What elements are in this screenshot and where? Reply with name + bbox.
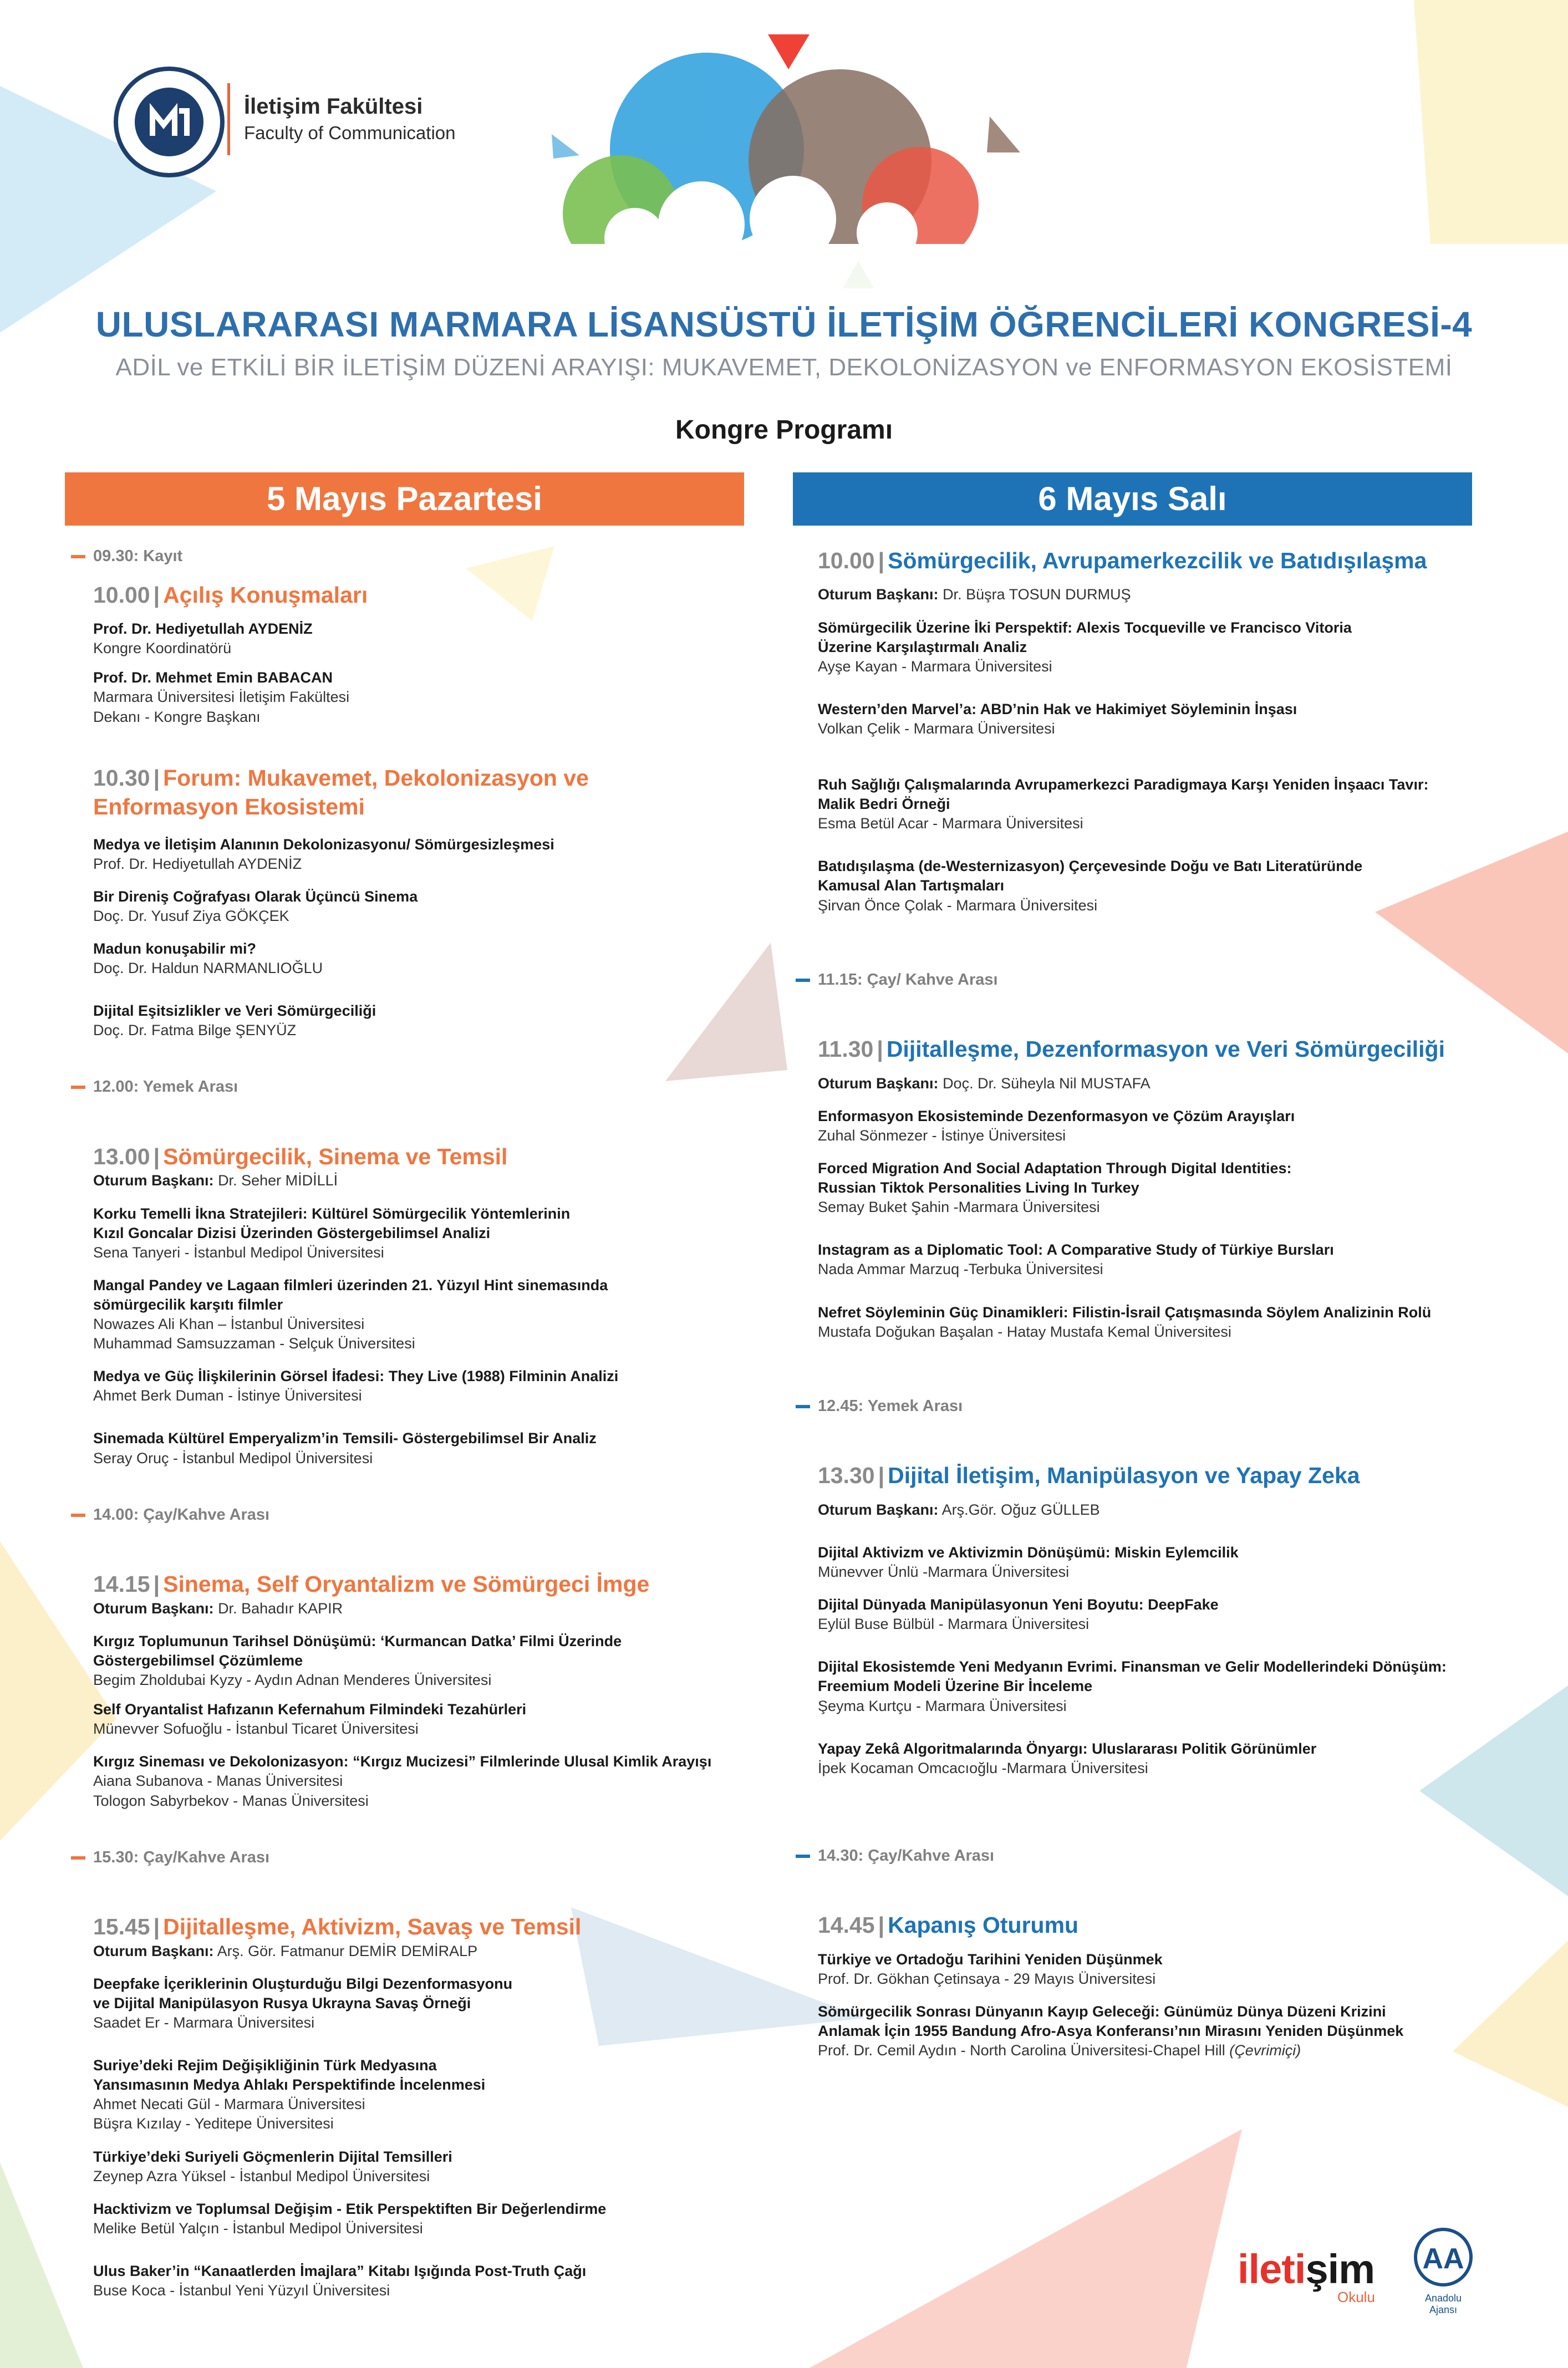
talk: Mangal Pandey ve Lagaan filmleri üzerinden 21. Yüzyıl Hint sinemasında sömürgecilik karşıtı filmler Nowazes Ali Khan – İstanbul Üniversitesi Muhammad Samsuzzaman - Selçuk Üniversitesi: [93, 1276, 608, 1352]
talk: Medya ve Güç İlişkilerinin Görsel İfadesi: They Live (1988) Filminin Analizi Ahmet Berk Duman - İstinye Üniversitesi: [93, 1368, 619, 1404]
talk: Madun konuşabilir mi? Doç. Dr. Haldun NARMANLIOĞLU: [93, 940, 323, 977]
talk: Deepfake İçeriklerinin Oluşturduğu Bilgi Dezenformasyonu ve Dijital Manipülasyon Rusya Ukrayna Savaş Örneği Saadet Er - Marmara Üniversitesi: [93, 1975, 513, 2031]
faculty-divider: [227, 83, 230, 155]
talk: Sinemada Kültürel Emperyalizm’in Temsili- Göstergebilimsel Bir Analiz Seray Oruç - İstanbul Medipol Üniversitesi: [93, 1430, 597, 1466]
session-title: 13.30 | Dijital İletişim, Manipülasyon ve Yapay Zeka: [818, 1463, 1360, 1489]
lunch-break: 12.45: Yemek Arası: [796, 1396, 1478, 1417]
day1-header: 5 Mayıs Pazartesi: [65, 472, 744, 526]
talk: Dijital Aktivizm ve Aktivizmin Dönüşümü: Miskin Eylemcilik Münevver Ünlü -Marmara Üniversitesi: [818, 1544, 1239, 1581]
talk: Türkiye’deki Suriyeli Göçmenlerin Dijital Temsilleri Zeynep Azra Yüksel - İstanbul Medipol Üniversitesi: [93, 2148, 452, 2184]
session-title: 13.00 | Sömürgecilik, Sinema ve Temsil: [93, 1144, 508, 1169]
talk: Dijital Eşitsizlikler ve Veri Sömürgeciliği Doç. Dr. Fatma Bilge ŞENYÜZ: [93, 1002, 376, 1039]
corner-triangle-top-right: [1414, 0, 1568, 244]
day1-schedule: [71, 546, 753, 2300]
marmara-university-seal: [114, 67, 225, 177]
talk: Instagram as a Diplomatic Tool: A Comparative Study of Türkiye Bursları Nada Ammar Marzuq -Terbuka Üniversitesi: [818, 1241, 1334, 1278]
session-title: 11.30 | Dijitalleşme, Dezenformasyon ve Veri Sömürgeciliği: [818, 1036, 1445, 1062]
top-brown-triangle: [987, 116, 1020, 152]
talk: Bir Direniş Coğrafyası Olarak Üçüncü Sinema Doç. Dr. Yusuf Ziya GÖKÇEK: [93, 888, 418, 924]
svg-text:AA: AA: [1422, 2243, 1464, 2275]
session-chair: Oturum Başkanı: Dr. Büşra TOSUN DURMUŞ: [818, 586, 1131, 603]
registration: 09.30: Kayıt: [71, 546, 753, 567]
talk: Türkiye ve Ortadoğu Tarihini Yeniden Düşünmek Prof. Dr. Gökhan Çetinsaya - 29 Mayıs Üniversitesi: [818, 1951, 1163, 1988]
lunch-break: 12.00: Yemek Arası: [71, 1077, 753, 1098]
faculty-name-en: Faculty of Communication: [244, 123, 456, 143]
talk: Dijital Ekosistemde Yeni Medyanın Evrimi. Finansman ve Gelir Modellerindeki Dönüşüm: Freemium Modeli Üzerine Bir İnceleme Şeyma Kurtçu - Marmara Üniversitesi: [818, 1658, 1447, 1714]
iletisim-okulu-logo: iletişim Okulu: [1238, 2246, 1375, 2305]
session-chair: Oturum Başkanı: Doç. Dr. Süheyla Nil MUSTAFA: [818, 1074, 1150, 1092]
talk: Sömürgecilik Sonrası Dünyanın Kayıp Geleceği: Günümüz Dünya Düzeni Krizini Anlamak İçin 1955 Bandung Afro-Asya Konferansı’nın Mirasını Yeniden Düşünmek Prof. Dr. Cemil Aydın - North Carolina Üniversitesi-Chapel Hill (Çevrimiçi): [818, 2003, 1404, 2059]
session-title: 10.30 | Forum: Mukavemet, Dekolonizasyon ve Enformasyon Ekosistemi: [93, 765, 589, 820]
session-chair: Oturum Başkanı: Dr. Seher MİDİLLİ: [93, 1172, 338, 1189]
talk: Hacktivizm ve Toplumsal Değişim - Etik Perspektiften Bir Değerlendirme Melike Betül Yalçın - İstanbul Medipol Üniversitesi: [93, 2200, 607, 2237]
top-blue-triangle: [552, 134, 579, 159]
talk: Enformasyon Ekosisteminde Dezenformasyon ve Çözüm Arayışları Zuhal Sönmezer - İstinye Üniversitesi: [818, 1107, 1295, 1144]
congress-subtitle: ADİL ve ETKİLİ BİR İLETİŞİM DÜZENİ ARAYIŞI: MUKAVEMET, DEKOLONİZASYON ve ENFORMASYON EKOSİSTEMİ: [115, 354, 1453, 381]
talk: Medya ve İletişim Alanının Dekolonizasyonu/ Sömürgesizleşmesi Prof. Dr. Hediyetullah AYDENİZ: [93, 836, 554, 872]
talk: Forced Migration And Social Adaptation Through Digital Identities: Russian Tiktok Personalities Living In Turkey Semay Buket Şahin -Marmara Üniversitesi: [818, 1160, 1292, 1216]
faculty-name-tr: İletişim Fakültesi: [244, 94, 423, 119]
coffee-break: 14.00: Çay/Kahve Arası: [71, 1505, 753, 1526]
aa-emblem-icon: [1413, 2227, 1474, 2288]
talk: Batıdışılaşma (de-Westernizasyon) Çerçevesinde Doğu ve Batı Literatüründe Kamusal Alan Tartışmaları Şirvan Önce Çolak - Marmara Üniversitesi: [818, 858, 1363, 914]
program-title: Kongre Programı: [675, 415, 893, 445]
talk: Nefret Söyleminin Güç Dinamikleri: Filistin-İsrail Çatışmasında Söylem Analizinin Rolü Mustafa Doğukan Başalan - Hatay Mustafa Kemal Üniversitesi: [818, 1303, 1432, 1340]
speaker: Prof. Dr. Mehmet Emin BABACAN Marmara Üniversitesi İletişim Fakültesi Dekanı - Kongre Başkanı: [93, 669, 350, 725]
talk: Yapay Zekâ Algoritmalarında Önyargı: Uluslararası Politik Görünümler İpek Kocaman Omcacıoğlu -Marmara Üniversitesi: [818, 1740, 1317, 1776]
session-title: 10.00 | Açılış Konuşmaları: [93, 582, 368, 608]
session-title: 15.45 | Dijitalleşme, Aktivizm, Savaş ve Temsil: [93, 1914, 582, 1940]
header-figure: [499, 53, 998, 288]
talk: Ulus Baker’in “Kanaatlerden İmajlara” Kitabı Işığında Post-Truth Çağı Buse Koca - İstanbul Yeni Yüzyıl Üniversitesi: [93, 2262, 587, 2299]
congress-title: ULUSLARARASI MARMARA LİSANSÜSTÜ İLETİŞİM ÖĞRENCİLERİ KONGRESİ-4: [95, 304, 1473, 344]
speaker: Prof. Dr. Hediyetullah AYDENİZ Kongre Koordinatörü: [93, 620, 313, 657]
talk: Self Oryantalist Hafızanın Kefernahum Filmindeki Tezahürleri Münevver Sofuoğlu - İstanbul Ticaret Üniversitesi: [93, 1701, 527, 1738]
day2-header: 6 Mayıs Salı: [793, 472, 1472, 526]
talk: Ruh Sağlığı Çalışmalarında Avrupamerkezci Paradigmaya Karşı Yeniden İnşaacı Tavır: Malik Bedri Örneği Esma Betül Acar - Marmara Üniversitesi: [818, 776, 1429, 832]
session-chair: Oturum Başkanı: Arş.Gör. Oğuz GÜLLEB: [818, 1501, 1100, 1518]
session-title: 14.45 | Kapanış Oturumu: [818, 1912, 1079, 1938]
session-chair: Oturum Başkanı: Dr. Bahadır KAPIR: [93, 1600, 343, 1617]
session-title: 10.00 | Sömürgecilik, Avrupamerkezcilik ve Batıdışılaşma: [818, 548, 1427, 573]
session-chair: Oturum Başkanı: Arş. Gör. Fatmanur DEMİR DEMİRALP: [93, 1942, 478, 1959]
coffee-break: 11.15: Çay/ Kahve Arası: [796, 970, 1478, 991]
coffee-break: 15.30: Çay/Kahve Arası: [71, 1847, 753, 1868]
session-title: 14.15 | Sinema, Self Oryantalizm ve Sömürgeci İmge: [93, 1571, 650, 1597]
coffee-break: 14.30: Çay/Kahve Arası: [796, 1846, 1478, 1867]
anadolu-ajansi-logo: AA Anadolu Ajansı: [1413, 2227, 1474, 2316]
faculty-name: [244, 94, 455, 144]
bg-shape-bottom-1: [810, 2129, 1242, 2368]
talk: Kırgız Sineması ve Dekolonizasyon: “Kırgız Mucizesi” Filmlerinde Ulusal Kimlik Arayışı Aiana Subanova - Manas Üniversitesi Tologon Sabyrbekov - Manas Üniversitesi: [93, 1753, 712, 1809]
talk: Dijital Dünyada Manipülasyonun Yeni Boyutu: DeepFake Eylül Buse Bülbül - Marmara Üniversitesi: [818, 1596, 1219, 1633]
talk: Western’den Marvel’a: ABD’nin Hak ve Hakimiyet Söyleminin İnşası Volkan Çelik - Marmara Üniversitesi: [818, 700, 1297, 737]
talk: Sömürgecilik Üzerine İki Perspektif: Alexis Tocqueville ve Francisco Vitoria Üzerine Karşılaştırmalı Analiz Ayşe Kayan - Marmara Üniversitesi: [818, 619, 1352, 675]
talk: Suriye’deki Rejim Değişikliğinin Türk Medyasına Yansımasının Medya Ahlakı Perspektifinde İncelenmesi Ahmet Necati Gül - Marmara Üniversitesi Büşra Kızılay - Yeditepe Üniversitesi: [93, 2057, 486, 2132]
talk: Korku Temelli İkna Stratejileri: Kültürel Sömürgecilik Yöntemlerinin Kızıl Goncalar Dizisi Üzerinden Göstergebilimsel Analizi Sena Tanyeri - İstanbul Medipol Üniversitesi: [93, 1205, 571, 1261]
day2-schedule: [796, 546, 1478, 2060]
talk: Kırgız Toplumunun Tarihsel Dönüşümü: ‘Kurmancan Datka’ Filmi Üzerinde Göstergebilimsel Çözümleme Begim Zholdubai Kyzy - Aydın Adnan Menderes Üniversitesi: [93, 1632, 622, 1689]
top-red-triangle: [768, 34, 810, 69]
